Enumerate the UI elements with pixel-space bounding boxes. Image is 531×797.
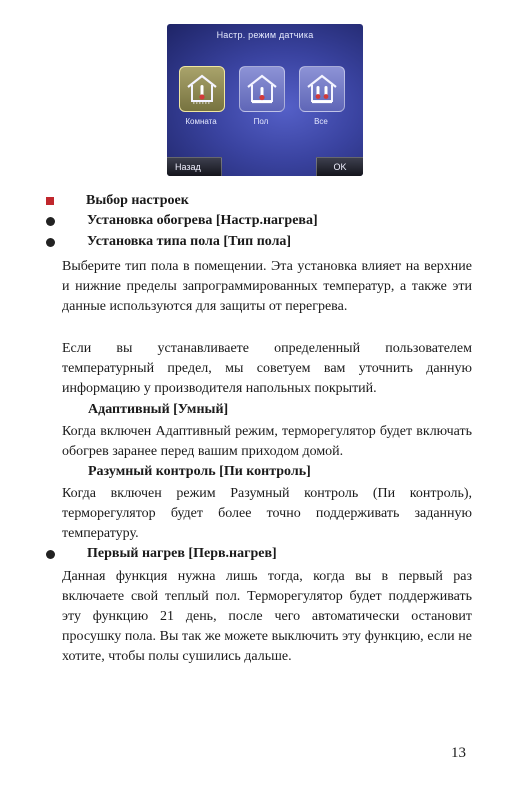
option-room-label: Комната [185, 117, 217, 126]
floor-type-text: Выберите тип пола в помещении. Эта установка влияет на верхние и нижние пределы запрограммированных температур, а также эти данные используются для защиты от перегрева. [62, 259, 472, 314]
settings-heading-row [46, 193, 189, 209]
thermostat-screen [167, 24, 363, 176]
floor-type-text-2: Если вы устанавливаете определенный пользователем температурный предел, мы советуем вам уточнить данную информацию у производителя напольных покрытий. [62, 341, 472, 396]
option-floor-label: Пол [253, 117, 269, 126]
heating-heading: Установка обогрева [Настр.нагрева] [87, 213, 318, 228]
option-all-label: Все [314, 117, 328, 126]
heating-heading-row [46, 213, 318, 229]
screen-title: Настр. режим датчика [216, 30, 314, 40]
first-heat-heading-row [46, 546, 277, 562]
option-room-button[interactable] [179, 66, 225, 112]
page-number: 13 [451, 745, 466, 761]
pi-control-text: Когда включен режим Разумный контроль (Пи контроль), терморегулятор будет более точно поддерживать заданную температуру. [62, 486, 472, 541]
back-button[interactable]: Назад [167, 157, 222, 176]
round-bullet-icon [46, 238, 55, 247]
option-floor-button[interactable] [239, 66, 285, 112]
round-bullet-icon [46, 550, 55, 559]
house-dual-thermometer-icon [305, 72, 339, 106]
adaptive-heading: Адаптивный [Умный] [88, 402, 229, 417]
first-heat-heading: Первый нагрев [Перв.нагрев] [87, 546, 277, 561]
square-bullet-icon [46, 197, 54, 205]
round-bullet-icon [46, 217, 55, 226]
settings-heading: Выбор настроек [86, 193, 189, 208]
floor-type-heading: Установка типа пола [Тип пола] [87, 234, 292, 249]
pi-control-heading: Разумный контроль [Пи контроль] [88, 464, 311, 479]
floor-type-heading-row [46, 234, 291, 250]
house-floor-thermometer-icon [245, 72, 279, 106]
first-heat-text: Данная функция нужна лишь тогда, когда вы в первый раз включаете свой теплый пол. Терморегулятор будет поддерживать эту функцию 21 день, после чего автоматически остановит просушку пола. Вы так же можете выключить эту функцию, если не хотите, чтобы полы сушились дальше. [62, 569, 472, 664]
ok-button[interactable]: OK [316, 157, 363, 176]
adaptive-text: Когда включен Адаптивный режим, терморегулятор будет включать обогрев заранее перед вашим приходом домой. [62, 424, 472, 459]
option-all-button[interactable] [299, 66, 345, 112]
house-air-thermometer-icon [185, 72, 219, 106]
